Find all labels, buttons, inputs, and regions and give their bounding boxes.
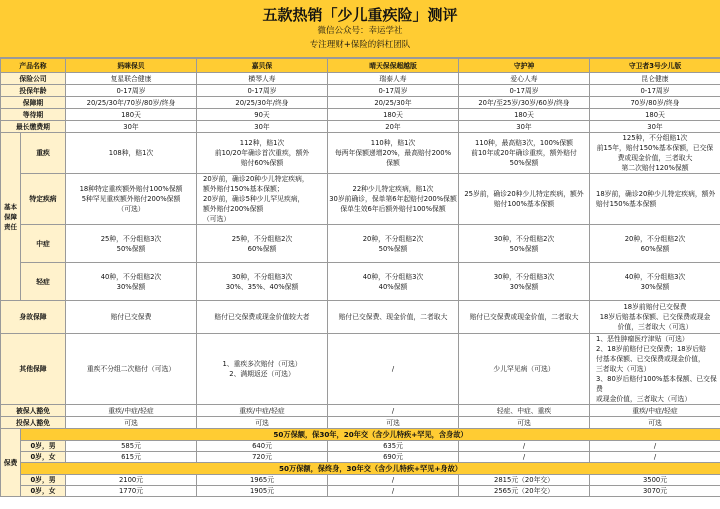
cell-line: / <box>391 365 395 373</box>
table-cell <box>328 405 459 417</box>
table-cell <box>197 133 328 174</box>
table-cell <box>328 225 459 263</box>
table-cell: 180天 <box>459 109 590 121</box>
table-cell <box>328 417 459 429</box>
cell-line: 三者取大（可选） <box>596 365 651 373</box>
row-label: 中症 <box>21 225 66 263</box>
cell-line: 可选 <box>648 418 662 427</box>
table-row <box>1 121 720 133</box>
table-cell <box>328 263 459 301</box>
cell-line: 18岁后赔基本保额、已交保费或现金 <box>599 313 711 321</box>
cell-line: 可选 <box>386 418 400 427</box>
product-name-shouweizhe3: 守卫者3号少儿版 <box>590 59 720 73</box>
table-row <box>1 486 720 497</box>
table-row <box>1 133 720 174</box>
cell-line: 前15年，赔付150%基本保额，已交保 <box>596 144 714 152</box>
table-row <box>1 301 720 334</box>
table-cell: 3070元 <box>590 486 720 497</box>
table-cell <box>328 133 459 174</box>
table-cell: 2815元（20年交） <box>459 475 590 486</box>
table-cell <box>590 263 720 301</box>
cell-line: （可选） <box>117 205 145 213</box>
cell-line: （可选） <box>203 215 231 223</box>
cell-line: 轻症、中症、重疾 <box>496 406 552 415</box>
table-cell <box>66 133 197 174</box>
table-cell: 635元 <box>328 441 459 452</box>
cell-line: 30种，不分组赔3次 <box>231 272 293 281</box>
premium-section-header <box>1 463 720 475</box>
table-row <box>1 97 720 109</box>
table-cell: 瑞泰人寿 <box>328 73 459 85</box>
cell-line: 40%保额 <box>378 282 408 291</box>
page-title: 五款热销「少儿重疾险」测评 <box>262 6 458 24</box>
cell-line: 赔付已交保费 <box>110 313 152 321</box>
table-cell <box>197 334 328 405</box>
table-cell <box>197 405 328 417</box>
table-cell <box>197 263 328 301</box>
cell-line: 125种，不分组赔1次 <box>622 134 688 142</box>
table-cell: 180天 <box>328 109 459 121</box>
row-label: 重疾 <box>21 133 66 174</box>
table-cell <box>328 174 459 225</box>
cell-line: 20种，不分组赔2次 <box>362 234 424 243</box>
table-cell: / <box>590 441 720 452</box>
cell-line: 赔付150%基本保额 <box>596 200 657 208</box>
table-cell: 30年 <box>197 121 328 133</box>
table-cell <box>590 174 720 225</box>
table-cell <box>459 301 590 334</box>
group-label-premium: 保费 <box>1 429 21 497</box>
cell-line: 30%保额 <box>509 282 539 291</box>
table-cell: 0-17周岁 <box>590 85 720 97</box>
row-label: 等待期 <box>1 109 66 121</box>
cell-line: 30%保额 <box>640 282 670 291</box>
table-cell <box>328 334 459 405</box>
cell-line: 价值，三者取大（可选） <box>617 323 693 331</box>
table-cell: 1770元 <box>66 486 197 497</box>
table-row <box>1 475 720 486</box>
cell-line: 20种，不分组赔2次 <box>624 234 686 243</box>
row-label: 保障期 <box>1 97 66 109</box>
table-cell <box>66 225 197 263</box>
table-cell: 30年 <box>459 121 590 133</box>
table-row <box>1 452 720 463</box>
table-cell: 30年 <box>66 121 197 133</box>
premium-section-header <box>1 429 720 441</box>
table-cell: 70岁/80岁/终身 <box>590 97 720 109</box>
row-label: 特定疾病 <box>21 174 66 225</box>
premium-section-title: 50万保额，保终身，30年交（含少儿特疾+罕见+身故） <box>21 463 720 475</box>
table-cell <box>66 301 197 334</box>
table-cell: 20年 <box>328 121 459 133</box>
cell-line: 60%保额 <box>247 244 277 253</box>
table-cell <box>197 301 328 334</box>
cell-line: 保额 <box>386 159 400 167</box>
cell-line: 18岁前赔付已交保费 <box>623 303 687 311</box>
cell-line: 50%保额 <box>509 244 539 253</box>
cell-line: 每两年保额递增20%，最高赔付200% <box>334 149 452 157</box>
table-cell: 720元 <box>197 452 328 463</box>
cell-line: 赔付60%保额 <box>240 159 284 167</box>
table-cell <box>197 417 328 429</box>
product-name-mamibaobei: 妈咪保贝 <box>66 59 197 73</box>
cell-line: 40种，不分组赔3次 <box>362 272 424 281</box>
table-cell: 2565元（20年交） <box>459 486 590 497</box>
table-row <box>1 225 720 263</box>
table-cell <box>66 263 197 301</box>
table-row <box>1 441 720 452</box>
table-cell: / <box>459 441 590 452</box>
cell-line: 3、80岁后赔付100%基本保额、已交保费 <box>596 375 717 393</box>
table-row <box>1 334 720 405</box>
table-row <box>1 85 720 97</box>
table-cell <box>66 174 197 225</box>
cell-line: 重疾/中症/轻症 <box>108 406 154 415</box>
table-cell <box>590 334 720 405</box>
table-cell: 复星联合健康 <box>66 73 197 85</box>
table-cell: 30年 <box>590 121 720 133</box>
table-row <box>1 109 720 121</box>
table-cell <box>459 405 590 417</box>
table-cell: 3500元 <box>590 475 720 486</box>
cell-line: 赔付100%基本保额 <box>493 200 555 208</box>
product-name-qingtianbaobao: 晴天保保超越版 <box>328 59 459 73</box>
table-cell <box>459 417 590 429</box>
cell-line: 40种，不分组赔2次 <box>100 272 162 281</box>
table-row <box>1 73 720 85</box>
cell-line: 额外赔付200%保额 <box>203 205 264 213</box>
cell-line: / <box>391 406 395 415</box>
row-label: 其他保障 <box>1 334 66 405</box>
table-cell: 横琴人寿 <box>197 73 328 85</box>
cell-line: 108种，赔1次 <box>108 149 154 157</box>
table-cell <box>590 301 720 334</box>
cell-line: 可选 <box>124 418 138 427</box>
cell-line: 20岁前，确诊20种少儿特定疾病， <box>203 175 309 183</box>
cell-line: 112种，赔1次 <box>239 139 285 147</box>
cell-line: 少儿罕见病（可选） <box>493 365 555 373</box>
table-cell: 20/25/30年/终身 <box>197 97 328 109</box>
row-label: 投保人豁免 <box>1 417 66 429</box>
cell-line: 赔付已交保费或现金价值较大者 <box>214 313 310 321</box>
table-cell: 2100元 <box>66 475 197 486</box>
cell-line: 50%保额 <box>378 244 408 253</box>
cell-line: 2、满期返还（可选） <box>229 370 295 378</box>
cell-line: 重疾不分组二次赔付（可选） <box>86 365 176 373</box>
cell-line: 110种，赔1次 <box>370 139 416 147</box>
cell-line: 赔付已交保费、现金价值，二者取大 <box>338 313 448 321</box>
cell-line: 30%保额 <box>116 282 146 291</box>
table-cell <box>66 405 197 417</box>
row-label: 0岁，女 <box>21 486 66 497</box>
cell-line: 前10/20年确诊首次重疾，额外 <box>214 149 310 157</box>
table-row <box>1 405 720 417</box>
cell-line: 2、18岁前赔付已交保费；18岁后赔 <box>596 345 706 353</box>
cell-line: 可选 <box>517 418 531 427</box>
table-row <box>1 174 720 225</box>
cell-line: 60%保额 <box>640 244 670 253</box>
cell-line: 费或现金价值，三者取大 <box>617 154 693 162</box>
cell-line: 18岁前，确诊20种少儿特定疾病，额外 <box>596 190 716 198</box>
row-label: 0岁，女 <box>21 452 66 463</box>
cell-line: 30种，不分组赔2次 <box>493 234 555 243</box>
cell-line: 110种，最高赔3次，100%保额 <box>475 139 573 147</box>
page-subtitle: 微信公众号：幸运学社 <box>317 26 403 36</box>
cell-line: 25种，不分组赔2次 <box>231 234 293 243</box>
table-cell: 615元 <box>66 452 197 463</box>
table-cell: 1965元 <box>197 475 328 486</box>
table-cell: 20年/至25岁/30岁/60岁/终身 <box>459 97 590 109</box>
table-cell: 昆仑健康 <box>590 73 720 85</box>
table-cell <box>459 225 590 263</box>
table-cell: 20/25/30年/70岁/80岁/终身 <box>66 97 197 109</box>
cell-line: 可选 <box>255 418 269 427</box>
page-tagline: 专注理财+保险的斜杠团队 <box>309 40 411 50</box>
table-cell <box>590 405 720 417</box>
table-cell: 20/25/30年 <box>328 97 459 109</box>
table-cell <box>459 133 590 174</box>
table-cell: 0-17周岁 <box>459 85 590 97</box>
table-cell: 585元 <box>66 441 197 452</box>
row-label: 轻症 <box>21 263 66 301</box>
cell-line: 50%保额 <box>116 244 146 253</box>
table-cell: 640元 <box>197 441 328 452</box>
table-cell <box>459 334 590 405</box>
row-label: 最长缴费期 <box>1 121 66 133</box>
comparison-table <box>0 58 720 497</box>
cell-line: 25种，不分组赔3次 <box>100 234 162 243</box>
table-cell <box>66 334 197 405</box>
table-row <box>1 417 720 429</box>
table-cell <box>459 263 590 301</box>
table-cell: / <box>328 475 459 486</box>
table-cell: / <box>328 486 459 497</box>
table-cell <box>66 417 197 429</box>
cell-line: 1、恶性肿瘤医疗津贴（可选） <box>596 335 689 343</box>
table-cell <box>590 417 720 429</box>
page-header <box>0 0 720 58</box>
table-cell: 180天 <box>590 109 720 121</box>
table-cell: 90天 <box>197 109 328 121</box>
cell-line: 保单生效6年后额外赔付100%保额 <box>340 205 446 213</box>
cell-line: 25岁前，确诊20种少儿特定疾病，额外 <box>464 190 584 198</box>
cell-line: 重疾/中症/轻症 <box>239 406 285 415</box>
cell-line: 18种特定重疾额外赔付100%保额 <box>79 185 183 193</box>
product-name-jiabeibao: 嘉贝保 <box>197 59 328 73</box>
table-cell <box>197 225 328 263</box>
table-cell <box>328 301 459 334</box>
cell-line: 第二次赔付120%保额 <box>621 164 689 172</box>
table-cell <box>459 174 590 225</box>
cell-line: 前10年或20年确诊重疾，额外赔付 <box>471 149 577 157</box>
cell-line: 1、重疾多次赔付（可选） <box>222 360 302 368</box>
cell-line: 20岁前，确诊5种少儿罕见疾病， <box>203 195 305 203</box>
cell-line: 30岁前确诊，保单第6年起赔付200%保额 <box>329 195 457 203</box>
product-name-shouhushen: 守护神 <box>459 59 590 73</box>
table-cell: 0-17周岁 <box>66 85 197 97</box>
cell-line: 赔付已交保费或现金价值，二者取大 <box>469 313 579 321</box>
table-cell: / <box>459 452 590 463</box>
table-cell: 690元 <box>328 452 459 463</box>
cell-line: 额外赔付150%基本保额； <box>203 185 284 193</box>
group-label-coverage: 基本保障责任 <box>1 133 21 301</box>
row-label: 投保年龄 <box>1 85 66 97</box>
table-row <box>1 263 720 301</box>
table-cell <box>590 225 720 263</box>
row-label: 身故保障 <box>1 301 66 334</box>
row-label: 保险公司 <box>1 73 66 85</box>
table-cell: 1905元 <box>197 486 328 497</box>
table-cell: / <box>590 452 720 463</box>
cell-line: 重疾/中症/轻症 <box>632 406 678 415</box>
cell-line: 付基本保额、已交保费或现金价值， <box>596 355 705 363</box>
column-header-product: 产品名称 <box>1 59 66 73</box>
row-label: 被保人豁免 <box>1 405 66 417</box>
cell-line: 30%、35%、40%保额 <box>225 282 299 291</box>
table-cell: 0-17周岁 <box>328 85 459 97</box>
cell-line: 5种罕见重疾额外赔付200%保额 <box>81 195 181 203</box>
row-label: 0岁，男 <box>21 475 66 486</box>
table-cell <box>590 133 720 174</box>
cell-line: 或现金价值，三者取大（可选） <box>596 395 692 403</box>
cell-line: 50%保额 <box>509 159 539 167</box>
table-cell: 180天 <box>66 109 197 121</box>
table-cell <box>197 174 328 225</box>
cell-line: 40种，不分组赔3次 <box>624 272 686 281</box>
cell-line: 30种，不分组赔3次 <box>493 272 555 281</box>
premium-section-title: 50万保额，保30年，20年交（含少儿特疾+罕见，含身故） <box>21 429 720 441</box>
row-label: 0岁，男 <box>21 441 66 452</box>
table-cell: 爱心人寿 <box>459 73 590 85</box>
cell-line: 22种少儿特定疾病，赔1次 <box>352 185 434 193</box>
table-cell: 0-17周岁 <box>197 85 328 97</box>
